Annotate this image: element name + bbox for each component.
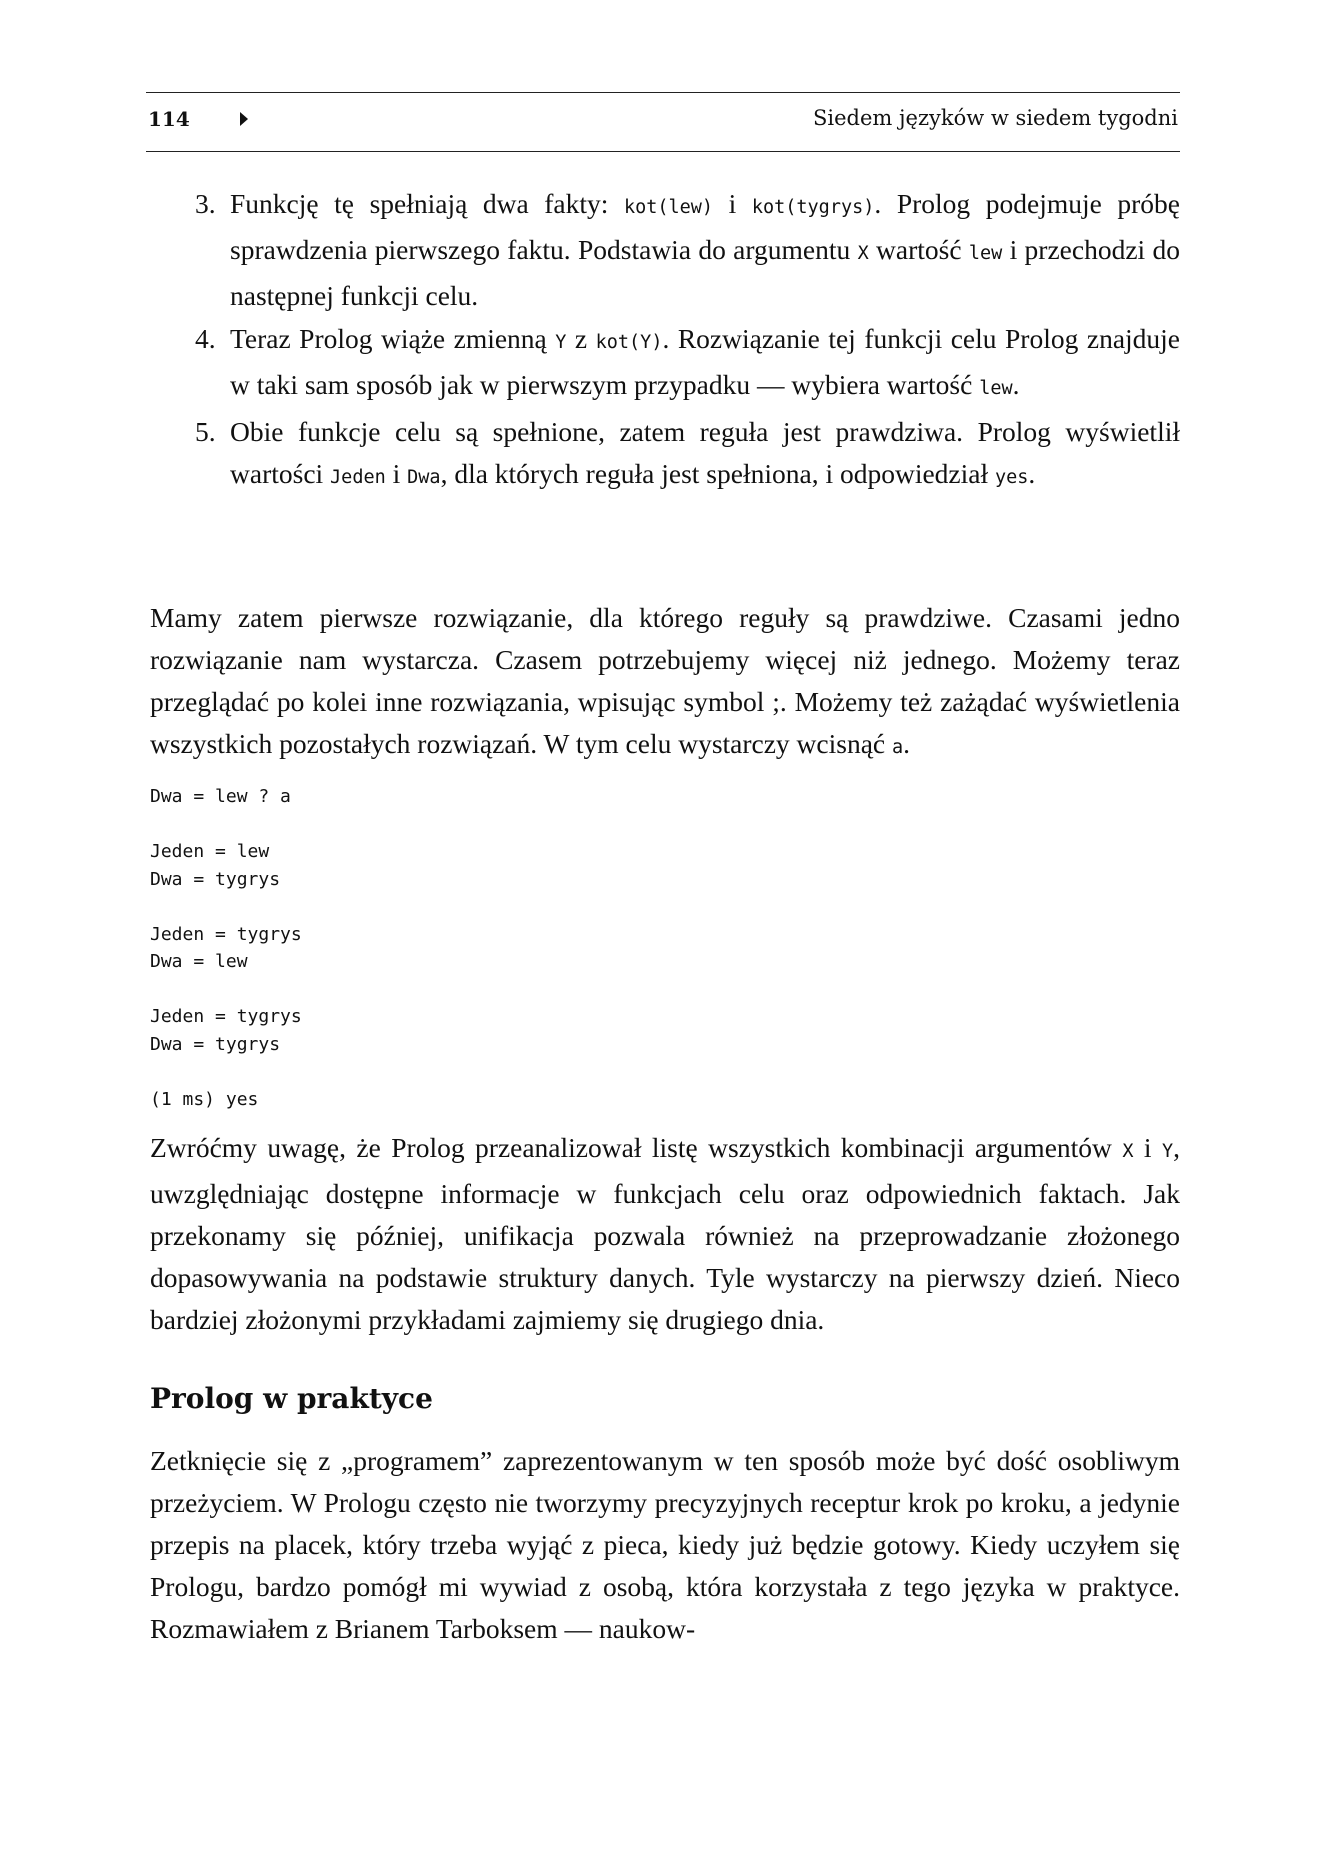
- list-item-number: 4.: [195, 323, 216, 354]
- list-item: [195, 411, 1180, 499]
- text-run: i: [1133, 1132, 1162, 1163]
- text-run: z: [566, 323, 596, 354]
- inline-code: Jeden: [330, 467, 386, 488]
- numbered-list: [195, 183, 1180, 500]
- code-block: Dwa = lew ? a Jeden = lew Dwa = tygrys Jeden = tygrys Dwa = lew Jeden = tygrys Dwa = tygrys (1 ms) yes: [150, 786, 302, 1110]
- text-run: i: [713, 188, 752, 219]
- text-run: Obie funkcje celu są spełnione, zatem reguła jest prawdziwa. Prolog wyświetlił wartości: [230, 416, 1180, 489]
- running-title: Siedem języków w siedem tygodni: [813, 106, 1178, 130]
- text-run: .: [1028, 458, 1036, 489]
- inline-code: Dwa: [407, 467, 441, 488]
- inline-code: kot(tygrys): [751, 197, 875, 218]
- text-run: i: [385, 458, 408, 489]
- inline-code: a: [892, 737, 904, 758]
- text-run: , dla których reguła jest spełniona, i odpowiedział: [440, 458, 995, 489]
- text-run: Mamy zatem pierwsze rozwiązanie, dla którego reguły są prawdziwe. Czasami jedno rozwiązanie nam wystarcza. Czasem potrzebujemy więcej niż jednego. Możemy teraz przeglądać po kolei inne rozwiązania, wpisując symbol ;. Możemy też zażądać wyświetlenia wszystkich pozostałych rozwiązań. W tym celu wystarczy wcisnąć: [150, 602, 1180, 759]
- inline-code: X: [857, 243, 869, 264]
- list-item: [195, 318, 1180, 410]
- paragraph-practice: [150, 1440, 1180, 1650]
- text-run: Zetknięcie się z „programem” zaprezentowanym w ten sposób może być dość osobliwym przeżyciem. W Prologu często nie tworzymy precyzyjnych receptur krok po kroku, a jedynie przepis na placek, który trzeba wyjąć z pieca, kiedy już będzie gotowy. Kiedy uczyłem się Prologu, bardzo pomógł mi wywiad z osobą, która korzystała z tego języka w praktyce. Rozmawiałem z Brianem Tarboksem — naukow-: [150, 1445, 1180, 1644]
- inline-code: lew: [968, 243, 1003, 264]
- paragraph-unification: [150, 1127, 1180, 1341]
- text-run: wartość: [868, 234, 969, 265]
- inline-code: lew: [979, 378, 1013, 399]
- list-item-text: [230, 188, 1180, 311]
- text-run: .: [1012, 369, 1020, 400]
- inline-code: kot(lew): [623, 197, 714, 218]
- list-item-number: 3.: [195, 188, 216, 219]
- right-triangle-icon: [240, 112, 248, 126]
- list-item: [195, 183, 1180, 317]
- inline-code: Y: [555, 332, 567, 353]
- list-item-text: [230, 416, 1180, 489]
- text-run: Funkcję tę spełniają dwa fakty:: [230, 188, 624, 219]
- text-run: . Rozwiązanie tej funkcji celu Prolog znajduje w taki sam sposób jak w pierwszym przypadku — wybiera wartość: [230, 323, 1181, 400]
- text-run: , uwzględniając dostępne informacje w funkcjach celu oraz odpowiednich faktach. Jak przekonamy się później, unifikacja pozwala również na przeprowadzanie złożonego dopasowywania na podstawie struktury danych. Tyle wystarczy na pierwszy dzień. Nieco bardziej złożonymi przykładami zajmiemy się drugiego dnia.: [150, 1132, 1181, 1335]
- inline-code: Y: [1162, 1141, 1174, 1162]
- list-item-text: [230, 323, 1180, 400]
- text-run: . Prolog podejmuje próbę sprawdzenia pierwszego faktu. Podstawia do argumentu: [230, 188, 1180, 265]
- inline-code: kot(Y): [595, 332, 663, 353]
- page-header: [146, 92, 1180, 152]
- text-run: Teraz Prolog wiąże zmienną: [230, 323, 556, 354]
- paragraph-solutions: [150, 597, 1180, 769]
- text-run: Zwróćmy uwagę, że Prolog przeanalizował listę wszystkich kombinacji argumentów: [150, 1132, 1123, 1163]
- inline-code: yes: [995, 467, 1029, 488]
- section-title: Prolog w praktyce: [150, 1382, 433, 1415]
- page-number: 114: [148, 107, 190, 131]
- text-run: .: [903, 728, 911, 759]
- inline-code: X: [1122, 1141, 1134, 1162]
- list-item-number: 5.: [195, 416, 216, 447]
- text-run: i przechodzi do następnej funkcji celu.: [230, 234, 1180, 311]
